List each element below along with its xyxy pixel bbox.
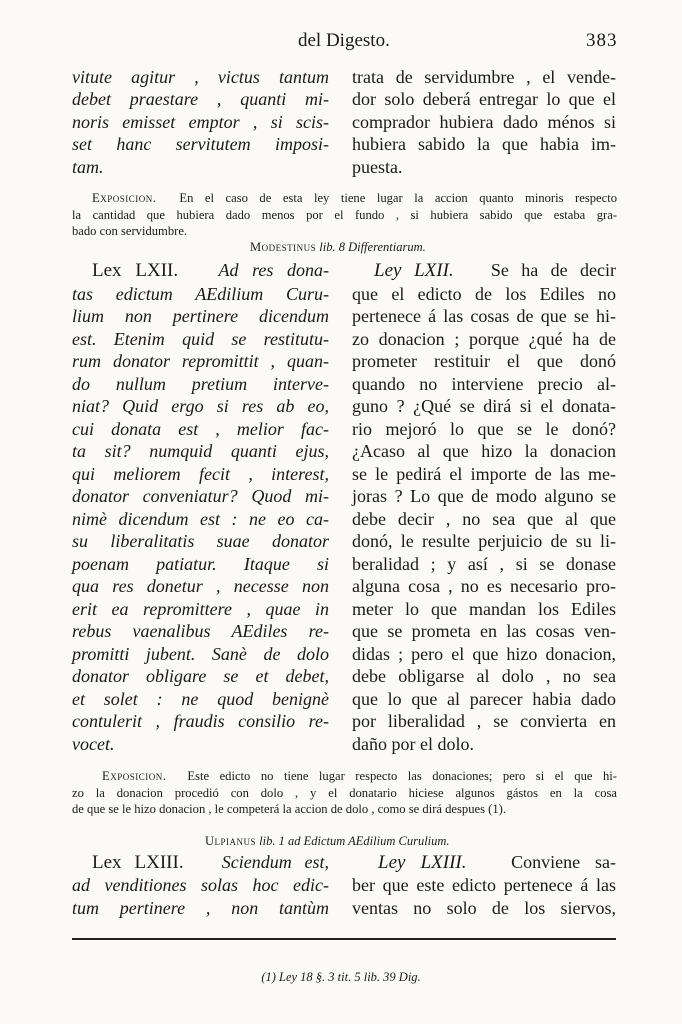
spanish-line: Se ha de decir (490, 260, 617, 280)
spanish-line: debe obligarse al dolo , no sea (352, 666, 616, 686)
latin-column-continued (72, 66, 329, 178)
spanish-line: joras ? Lo que de modo alguno se (352, 486, 616, 506)
spanish-line: que se prometa en las cosas ven- (352, 621, 616, 641)
latin-line: rebus vaenalibus AEdiles re- (72, 621, 329, 641)
exposicion-line: Este edicto no tiene lugar respecto las donaciones; pero si el que hi- (187, 769, 617, 783)
spanish-line: por liberalidad , se convierta en (352, 711, 616, 731)
latin-line: nimè dicendum est : ne eo ca- (72, 508, 329, 529)
latin-line: qua res donetur , necesse non (72, 576, 329, 596)
spanish-line: que el edicto de los Ediles no (352, 283, 616, 304)
law-heading-spanish: Ley LXIII. (378, 852, 467, 873)
exposicion-label: Exposicion. (92, 191, 157, 205)
spanish-line: ventas no solo de los siervos, (352, 897, 616, 918)
spanish-line: pertenece á las cosas de que se hi- (352, 306, 616, 326)
latin-line: lium non pertinere dicendum (72, 306, 329, 326)
latin-line: erit ea repromittere , quae in (72, 598, 329, 619)
page-number: 383 (586, 30, 618, 51)
latin-line: Ad res dona- (218, 260, 329, 280)
latin-line: Sciendum est, (221, 852, 330, 872)
latin-line: cui donata est , melior fac- (72, 418, 329, 439)
latin-line: contulerit , fraudis consilio re- (72, 711, 329, 731)
latin-line: donator obligare se et debet, (72, 666, 329, 686)
source-citation (205, 834, 450, 849)
spanish-column-ley-63 (352, 851, 616, 919)
source-author: Ulpianus (205, 834, 257, 848)
latin-column-lex-63 (72, 851, 329, 919)
latin-line: et solet : ne quod benignè (72, 688, 329, 709)
latin-line: ta sit? numquid quanti ejus, (72, 441, 329, 461)
spanish-line: ¿Acaso al que hizo la donacion (352, 441, 616, 461)
exposicion-note (72, 768, 617, 818)
latin-line: noris emisset emptor , si scis- (72, 111, 329, 132)
latin-line: su liberalitatis suae donator (72, 531, 329, 551)
spanish-line: donó, le resulte perjuicio de su li- (352, 531, 616, 551)
spanish-line: trata de servidumbre , el vende- (352, 67, 616, 87)
exposicion-line: la cantidad que hubiera dado menos por el fundo , si hubiera sabido que estaba gra- (72, 207, 617, 222)
page-header (0, 28, 682, 58)
source-author: Modestinus (250, 240, 317, 254)
source-reference: lib. 1 ad Edictum AEdilium Curulium. (259, 834, 450, 848)
source-reference: lib. 8 Differentiarum. (319, 240, 426, 254)
latin-line: vocet. (72, 733, 115, 754)
spanish-line: alguna cosa , no es necesario pro- (352, 576, 616, 596)
spanish-line: ber que este edicto pertenece á las (352, 875, 616, 896)
spanish-line: debe decir , no sea que al que (352, 508, 616, 529)
spanish-line: que lo que al parecer habia dado (352, 688, 616, 709)
spanish-line: comprador hubiera dado ménos si (352, 111, 616, 132)
spanish-line: dor solo deberá entregar lo que el (352, 89, 616, 110)
exposicion-line: En el caso de esta ley tiene lugar la accion quanto minoris respecto (179, 191, 617, 205)
latin-line: donator conveniatur? Quod mi- (72, 486, 329, 506)
spanish-line: se le pedirá el importe de las me- (352, 463, 616, 484)
exposicion-line: zo la donacion procedió con dolo , y el donatario hiciese algunos gástos en la cosa (72, 785, 617, 800)
spanish-line: zo donacion ; porque ¿qué ha de (352, 328, 616, 349)
spanish-line: meter lo que mandan los Ediles (352, 598, 616, 619)
latin-line: debet praestare , quanti mi- (72, 89, 329, 110)
latin-line: qui meliorem fecit , interest, (72, 463, 329, 484)
spanish-column-continued (352, 66, 616, 178)
exposicion-label: Exposicion. (102, 769, 167, 783)
spanish-line: guno ? ¿Qué se dirá si el donata- (352, 396, 616, 416)
latin-line: niat? Quid ergo si res ab eo, (72, 396, 329, 416)
spanish-line: puesta. (352, 156, 403, 177)
spanish-line: hubiera sabido la que habia im- (352, 134, 616, 155)
law-heading-latin: Lex LXIII. (92, 852, 184, 873)
latin-column-lex-62 (72, 259, 329, 755)
latin-line: tum pertinere , non tantùm (72, 897, 329, 918)
latin-line: tam. (72, 156, 104, 177)
spanish-line: prometer restituir el que donó (352, 351, 616, 371)
latin-line: do nullum pretium interve- (72, 373, 329, 394)
exposicion-line: bado con servidumbre. (72, 224, 188, 238)
spanish-column-ley-62 (352, 259, 616, 755)
spanish-line: didas ; pero el que hizo donacion, (352, 643, 616, 664)
latin-line: est. Etenim quid se restitutu- (72, 328, 329, 349)
exposicion-line: de que se le hizo donacion , le competerá la accion de dolo , como se dirá despues (1). (72, 802, 506, 816)
law-heading-latin: Lex LXII. (92, 260, 179, 281)
latin-line: set hanc servitutem imposi- (72, 134, 329, 155)
latin-line: poenam patiatur. Itaque si (72, 553, 329, 574)
latin-line: tas edictum AEdilium Curu- (72, 283, 329, 304)
law-heading-spanish: Ley LXII. (374, 260, 454, 281)
running-title: del Digesto. (298, 30, 390, 51)
source-citation (250, 240, 426, 255)
latin-line: ad venditiones solas hoc edic- (72, 875, 329, 896)
latin-line: promitti jubent. Sanè de dolo (72, 643, 329, 664)
spanish-line: Conviene sa- (511, 852, 616, 872)
spanish-line: rio mejoró lo que se le donó? (352, 418, 616, 439)
exposicion-note (72, 190, 617, 240)
latin-line: rum donator repromittit , quan- (72, 351, 329, 371)
latin-line: vitute agitur , victus tantum (72, 67, 329, 87)
spanish-line: daño por el dolo. (352, 733, 474, 754)
spanish-line: quando no interviene precio al- (352, 373, 616, 394)
spanish-line: beralidad ; y así , si se donase (352, 553, 616, 574)
footnote: (1) Ley 18 §. 3 tit. 5 lib. 39 Dig. (261, 970, 421, 984)
footnote-rule (72, 938, 616, 940)
